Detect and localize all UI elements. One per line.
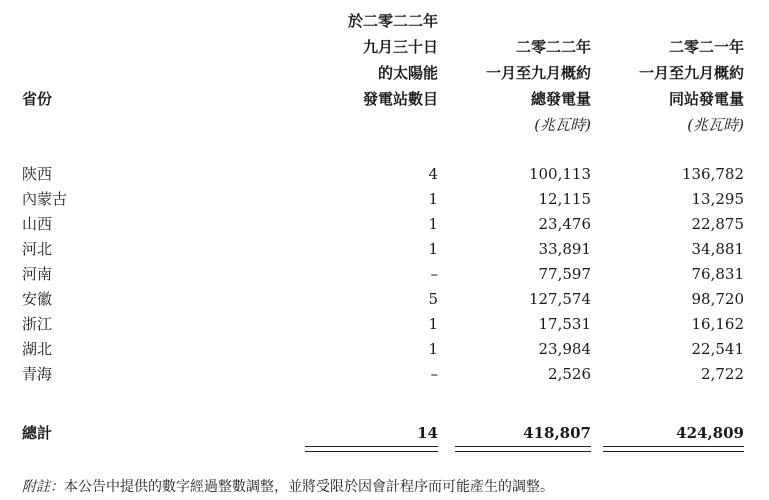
header-same-station	[639, 34, 744, 138]
cell-total: 17,531	[538, 315, 591, 333]
header-total-unit: (兆瓦時)	[534, 116, 591, 134]
double-rule	[603, 446, 744, 452]
table-row	[0, 187, 769, 212]
header-province	[22, 86, 52, 112]
cell-stations: 1	[428, 315, 438, 333]
cell-stations: 5	[428, 290, 438, 308]
cell-total: 100,113	[528, 165, 591, 183]
table-row	[0, 262, 769, 287]
cell-total: 77,597	[538, 265, 591, 283]
cell-stations: 1	[428, 215, 438, 233]
cell-province: 浙江	[22, 315, 53, 333]
cell-same: 98,720	[691, 290, 744, 308]
footnote-text: 本公告中提供的數字經過整數調整，並將受限於因會計程序而可能產生的調整。	[64, 479, 554, 495]
header-stations-line: 發電站數目	[362, 90, 438, 108]
table-row	[0, 287, 769, 312]
cell-same: 136,782	[681, 165, 744, 183]
cell-total: 23,476	[538, 215, 591, 233]
table-row	[0, 212, 769, 237]
cell-province: 安徽	[22, 290, 53, 308]
cell-province: 內蒙古	[22, 190, 68, 208]
header-total-line: 總發電量	[530, 90, 591, 108]
cell-province: 山西	[22, 215, 53, 233]
header-stations-line: 於二零二二年	[347, 12, 438, 30]
table-row	[0, 162, 769, 187]
cell-stations: –	[430, 365, 438, 383]
cell-stations: 1	[428, 240, 438, 258]
header-stations	[348, 8, 438, 112]
cell-total: 33,891	[538, 240, 591, 258]
cell-province: 青海	[22, 365, 53, 383]
header-province-label: 省份	[22, 90, 53, 108]
footnote-lead: 附註：	[22, 479, 64, 495]
header-stations-line: 的太陽能	[377, 64, 438, 82]
cell-stations: 1	[428, 190, 438, 208]
header-same-line: 二零二一年	[668, 38, 744, 56]
table-row	[0, 312, 769, 337]
cell-total: 23,984	[538, 340, 591, 358]
total-label: 總計	[22, 424, 53, 442]
header-same-line: 同站發電量	[668, 90, 744, 108]
cell-same: 13,295	[691, 190, 744, 208]
cell-province: 河南	[22, 265, 53, 283]
cell-total: 127,574	[528, 290, 591, 308]
cell-same: 2,722	[701, 365, 744, 383]
total-same-station: 424,809	[676, 424, 744, 442]
cell-province: 湖北	[22, 340, 53, 358]
cell-stations: 4	[428, 165, 438, 183]
table-row	[0, 237, 769, 262]
double-rule	[455, 446, 591, 452]
cell-stations: –	[430, 265, 438, 283]
header-stations-line: 九月三十日	[362, 38, 438, 56]
cell-same: 22,875	[691, 215, 744, 233]
cell-total: 2,526	[548, 365, 591, 383]
header-total-generation	[486, 34, 591, 138]
cell-province: 陝西	[22, 165, 53, 183]
cell-same: 34,881	[691, 240, 744, 258]
header-same-line: 一月至九月概約	[638, 64, 744, 82]
table-row	[0, 362, 769, 387]
cell-total: 12,115	[538, 190, 591, 208]
total-stations: 14	[417, 424, 438, 442]
total-row	[0, 420, 769, 446]
cell-same: 22,541	[691, 340, 744, 358]
cell-same: 76,831	[691, 265, 744, 283]
header-total-line: 二零二二年	[515, 38, 591, 56]
total-generation: 418,807	[523, 424, 591, 442]
cell-province: 河北	[22, 240, 53, 258]
header-same-unit: (兆瓦時)	[687, 116, 744, 134]
table-row	[0, 337, 769, 362]
footnote	[22, 476, 554, 498]
cell-same: 16,162	[691, 315, 744, 333]
cell-stations: 1	[428, 340, 438, 358]
header-total-line: 一月至九月概約	[485, 64, 591, 82]
table-body	[0, 162, 769, 387]
double-rule	[305, 446, 438, 452]
